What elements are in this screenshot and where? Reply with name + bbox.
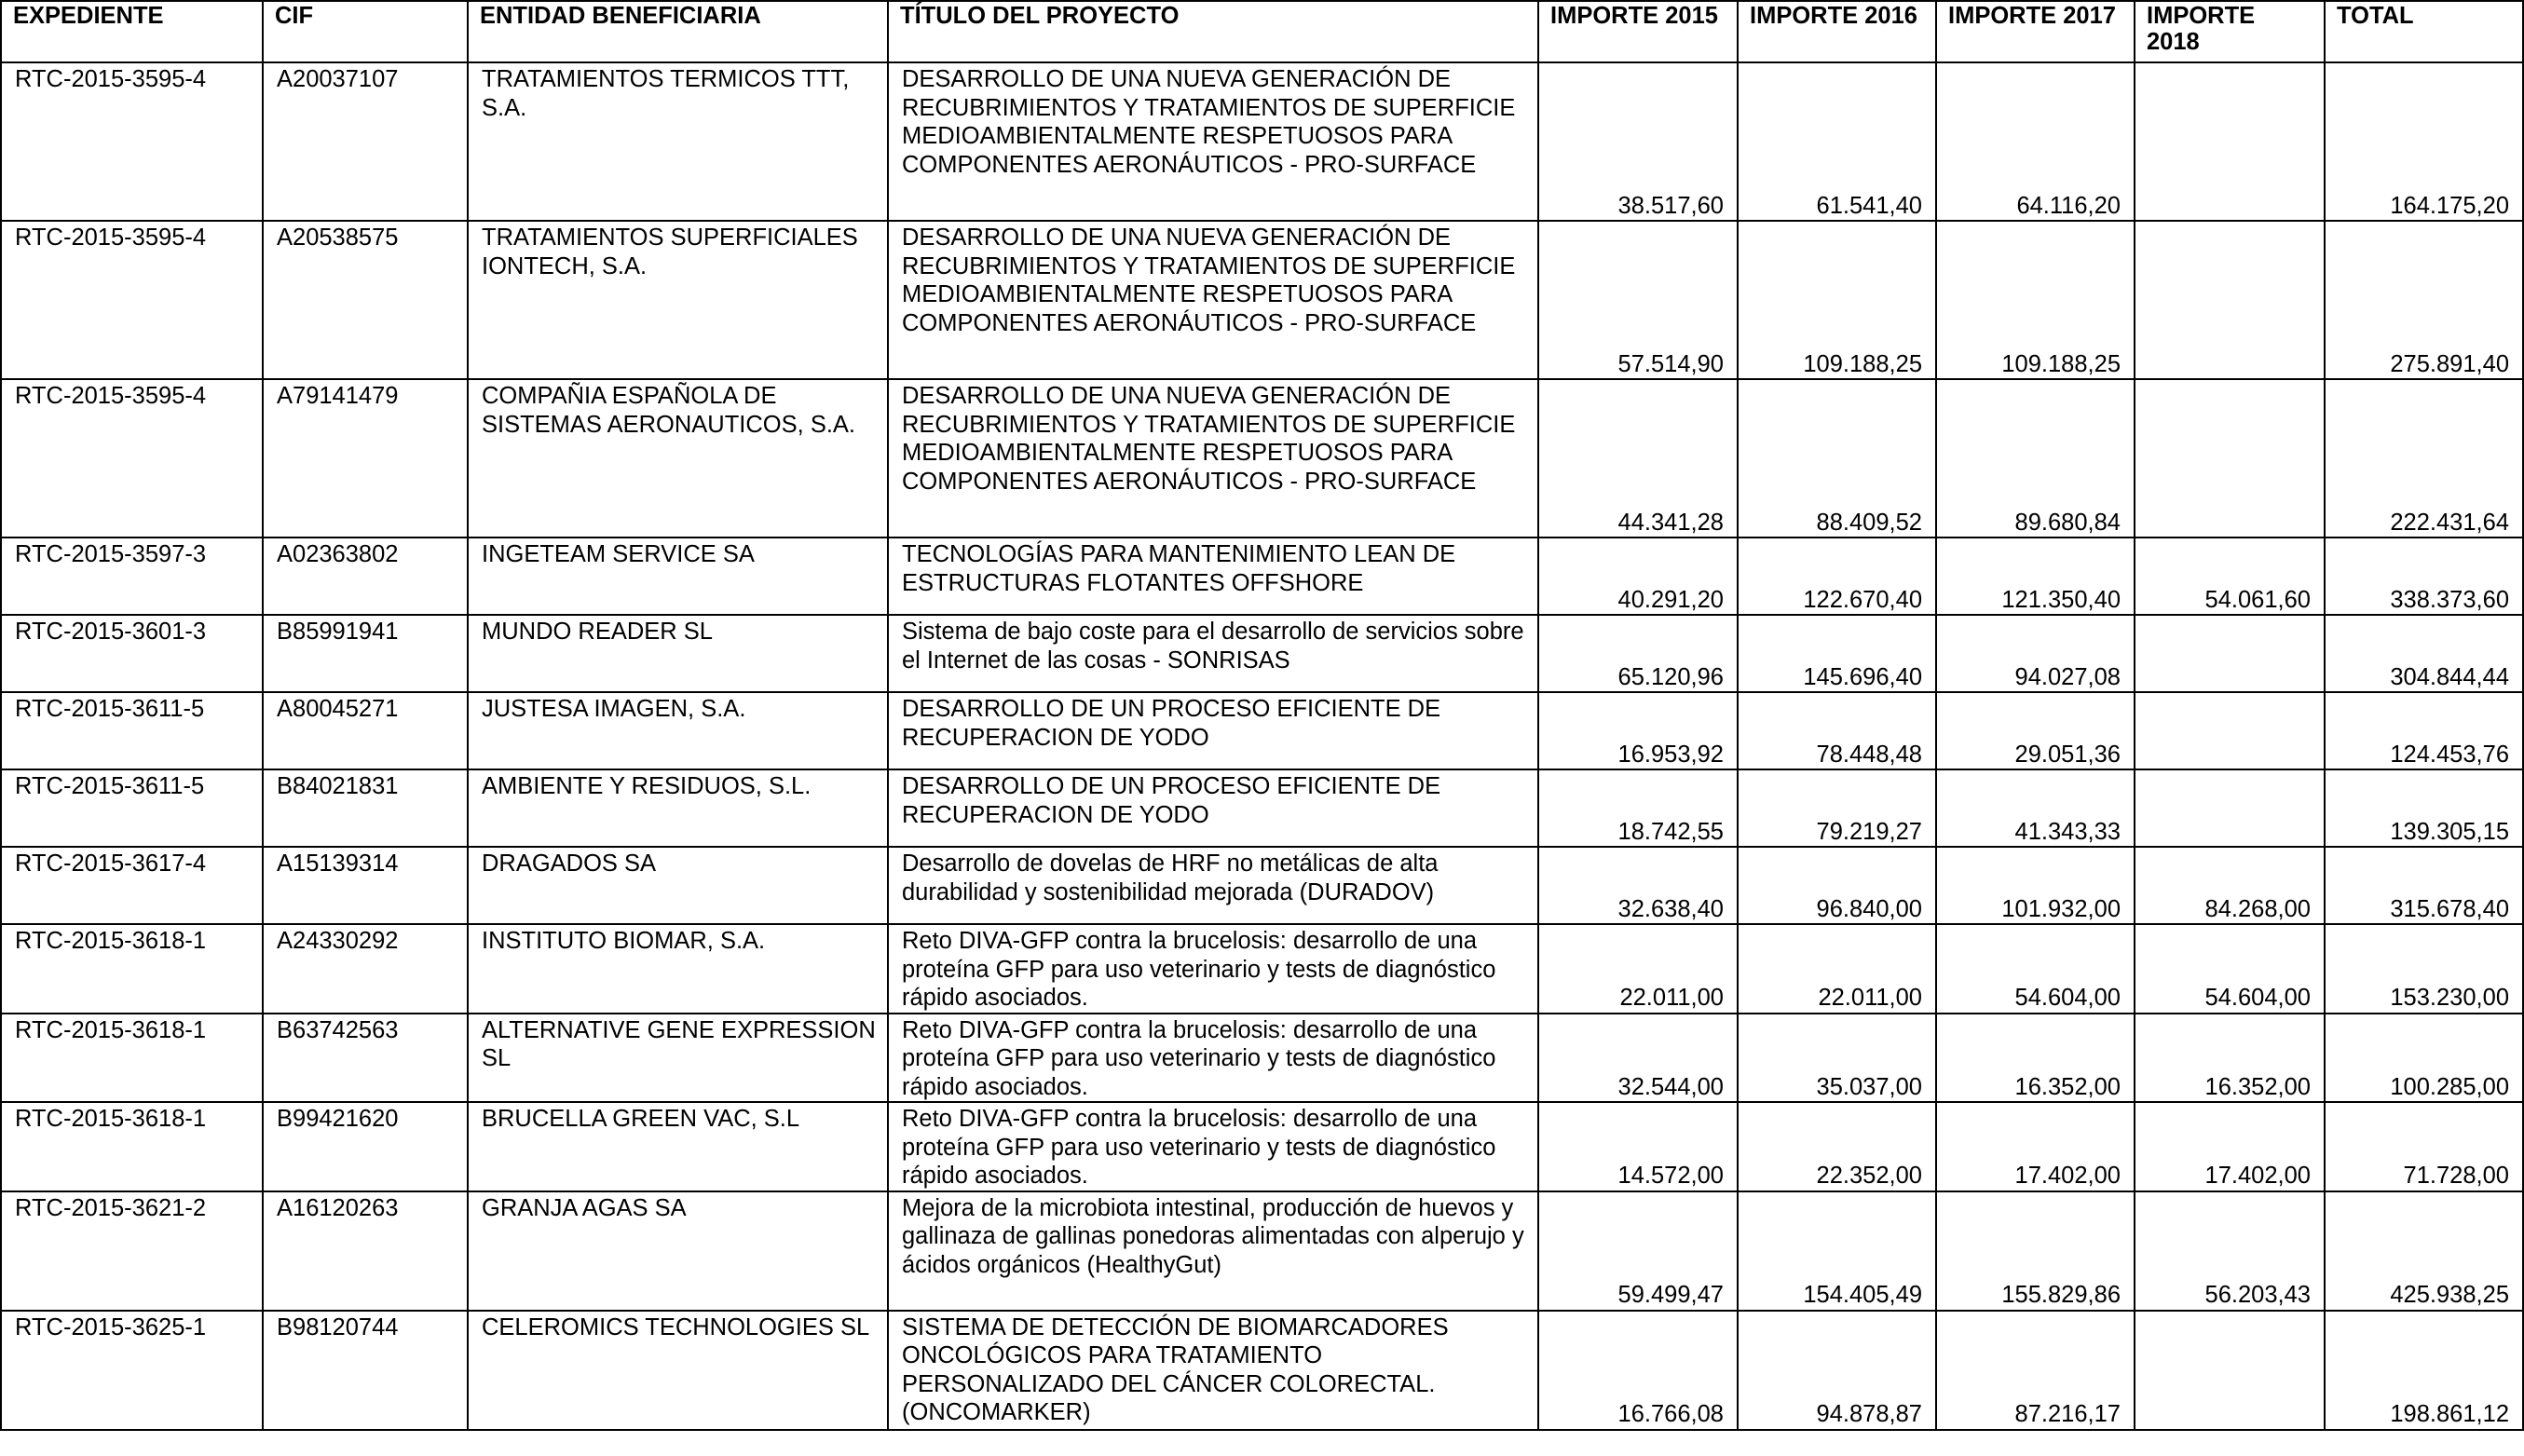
cell-importe-2016: 78.448,48 bbox=[1738, 692, 1936, 769]
cell-entidad: JUSTESA IMAGEN, S.A. bbox=[468, 692, 888, 769]
cell-importe-2017: 87.216,17 bbox=[1936, 1311, 2135, 1430]
table-row bbox=[1, 924, 2523, 1014]
table-row bbox=[1, 692, 2523, 769]
cell-total: 153.230,00 bbox=[2325, 924, 2523, 1014]
cell-total: 275.891,40 bbox=[2325, 221, 2523, 379]
cell-importe-2016: 88.409,52 bbox=[1738, 379, 1936, 537]
cell-titulo: DESARROLLO DE UNA NUEVA GENERACIÓN DE RECUBRIMIENTOS Y TRATAMIENTOS DE SUPERFICIE MEDIOAMBIENTALMENTE RESPETUOSOS PARA COMPONENTES AERONÁUTICOS - PRO-SURFACE bbox=[888, 221, 1538, 379]
cell-cif: A15139314 bbox=[263, 847, 468, 924]
cell-expediente: RTC-2015-3618-1 bbox=[1, 1102, 263, 1191]
cell-importe-2017: 94.027,08 bbox=[1936, 615, 2135, 692]
cell-expediente: RTC-2015-3595-4 bbox=[1, 221, 263, 379]
cell-importe-2015: 57.514,90 bbox=[1538, 221, 1738, 379]
cell-total: 338.373,60 bbox=[2325, 537, 2523, 615]
cell-importe-2017: 16.352,00 bbox=[1936, 1014, 2135, 1103]
cell-expediente: RTC-2015-3617-4 bbox=[1, 847, 263, 924]
cell-cif: B98120744 bbox=[263, 1311, 468, 1430]
cell-titulo: DESARROLLO DE UN PROCESO EFICIENTE DE RECUPERACION DE YODO bbox=[888, 692, 1538, 769]
table-row bbox=[1, 615, 2523, 692]
header-importe-2017: IMPORTE 2017 bbox=[1936, 1, 2135, 62]
cell-importe-2015: 18.742,55 bbox=[1538, 769, 1738, 847]
cell-titulo: DESARROLLO DE UN PROCESO EFICIENTE DE RECUPERACION DE YODO bbox=[888, 769, 1538, 847]
cell-importe-2016: 96.840,00 bbox=[1738, 847, 1936, 924]
cell-importe-2017: 101.932,00 bbox=[1936, 847, 2135, 924]
cell-titulo: SISTEMA DE DETECCIÓN DE BIOMARCADORES ONCOLÓGICOS PARA TRATAMIENTO PERSONALIZADO DEL CÁNCER COLORECTAL. (ONCOMARKER) bbox=[888, 1311, 1538, 1430]
cell-expediente: RTC-2015-3621-2 bbox=[1, 1191, 263, 1311]
table-row bbox=[1, 221, 2523, 379]
cell-cif: A20538575 bbox=[263, 221, 468, 379]
cell-total: 198.861,12 bbox=[2325, 1311, 2523, 1430]
cell-importe-2018: 54.061,60 bbox=[2135, 537, 2325, 615]
cell-importe-2018 bbox=[2135, 615, 2325, 692]
table-row bbox=[1, 62, 2523, 221]
table-row bbox=[1, 769, 2523, 847]
cell-total: 71.728,00 bbox=[2325, 1102, 2523, 1191]
cell-entidad: AMBIENTE Y RESIDUOS, S.L. bbox=[468, 769, 888, 847]
cell-expediente: RTC-2015-3597-3 bbox=[1, 537, 263, 615]
cell-expediente: RTC-2015-3618-1 bbox=[1, 1014, 263, 1103]
cell-importe-2016: 35.037,00 bbox=[1738, 1014, 1936, 1103]
cell-importe-2017: 54.604,00 bbox=[1936, 924, 2135, 1014]
cell-importe-2015: 14.572,00 bbox=[1538, 1102, 1738, 1191]
cell-entidad: MUNDO READER SL bbox=[468, 615, 888, 692]
cell-cif: A02363802 bbox=[263, 537, 468, 615]
cell-titulo: DESARROLLO DE UNA NUEVA GENERACIÓN DE RECUBRIMIENTOS Y TRATAMIENTOS DE SUPERFICIE MEDIOAMBIENTALMENTE RESPETUOSOS PARA COMPONENTES AERONÁUTICOS - PRO-SURFACE bbox=[888, 379, 1538, 537]
cell-importe-2016: 145.696,40 bbox=[1738, 615, 1936, 692]
cell-total: 124.453,76 bbox=[2325, 692, 2523, 769]
cell-importe-2016: 79.219,27 bbox=[1738, 769, 1936, 847]
cell-cif: B85991941 bbox=[263, 615, 468, 692]
cell-titulo: Mejora de la microbiota intestinal, producción de huevos y gallinaza de gallinas ponedoras alimentadas con alperujo y ácidos orgánicos (HealthyGut) bbox=[888, 1191, 1538, 1311]
cell-expediente: RTC-2015-3625-1 bbox=[1, 1311, 263, 1430]
cell-expediente: RTC-2015-3611-5 bbox=[1, 692, 263, 769]
cell-entidad: TRATAMIENTOS SUPERFICIALES IONTECH, S.A. bbox=[468, 221, 888, 379]
header-importe-2018: IMPORTE 2018 bbox=[2135, 1, 2325, 62]
header-entidad: ENTIDAD BENEFICIARIA bbox=[468, 1, 888, 62]
cell-importe-2015: 22.011,00 bbox=[1538, 924, 1738, 1014]
cell-importe-2017: 41.343,33 bbox=[1936, 769, 2135, 847]
cell-importe-2015: 16.953,92 bbox=[1538, 692, 1738, 769]
table-row bbox=[1, 1311, 2523, 1430]
cell-cif: B84021831 bbox=[263, 769, 468, 847]
cell-entidad: ALTERNATIVE GENE EXPRESSION SL bbox=[468, 1014, 888, 1103]
table-header bbox=[1, 1, 2523, 62]
cell-entidad: DRAGADOS SA bbox=[468, 847, 888, 924]
cell-cif: B99421620 bbox=[263, 1102, 468, 1191]
cell-importe-2015: 44.341,28 bbox=[1538, 379, 1738, 537]
cell-titulo: Reto DIVA-GFP contra la brucelosis: desarrollo de una proteína GFP para uso veterinario y tests de diagnóstico rápido asociados. bbox=[888, 1102, 1538, 1191]
cell-expediente: RTC-2015-3618-1 bbox=[1, 924, 263, 1014]
cell-entidad: TRATAMIENTOS TERMICOS TTT, S.A. bbox=[468, 62, 888, 221]
cell-importe-2016: 22.352,00 bbox=[1738, 1102, 1936, 1191]
cell-entidad: INSTITUTO BIOMAR, S.A. bbox=[468, 924, 888, 1014]
cell-importe-2016: 109.188,25 bbox=[1738, 221, 1936, 379]
cell-importe-2015: 38.517,60 bbox=[1538, 62, 1738, 221]
cell-entidad: INGETEAM SERVICE SA bbox=[468, 537, 888, 615]
header-cif: CIF bbox=[263, 1, 468, 62]
cell-titulo: Reto DIVA-GFP contra la brucelosis: desarrollo de una proteína GFP para uso veterinario y tests de diagnóstico rápido asociados. bbox=[888, 1014, 1538, 1103]
table-body bbox=[1, 62, 2523, 1430]
cell-importe-2016: 154.405,49 bbox=[1738, 1191, 1936, 1311]
cell-importe-2017: 64.116,20 bbox=[1936, 62, 2135, 221]
cell-titulo: Desarrollo de dovelas de HRF no metálicas de alta durabilidad y sostenibilidad mejorada (DURADOV) bbox=[888, 847, 1538, 924]
cell-titulo: Reto DIVA-GFP contra la brucelosis: desarrollo de una proteína GFP para uso veterinario y tests de diagnóstico rápido asociados. bbox=[888, 924, 1538, 1014]
header-row bbox=[1, 1, 2523, 62]
cell-entidad: COMPAÑIA ESPAÑOLA DE SISTEMAS AERONAUTICOS, S.A. bbox=[468, 379, 888, 537]
cell-entidad: GRANJA AGAS SA bbox=[468, 1191, 888, 1311]
cell-importe-2017: 109.188,25 bbox=[1936, 221, 2135, 379]
cell-total: 315.678,40 bbox=[2325, 847, 2523, 924]
cell-importe-2015: 32.638,40 bbox=[1538, 847, 1738, 924]
table-row bbox=[1, 537, 2523, 615]
cell-importe-2016: 94.878,87 bbox=[1738, 1311, 1936, 1430]
cell-titulo: TECNOLOGÍAS PARA MANTENIMIENTO LEAN DE ESTRUCTURAS FLOTANTES OFFSHORE bbox=[888, 537, 1538, 615]
table-row bbox=[1, 1191, 2523, 1311]
header-titulo: TÍTULO DEL PROYECTO bbox=[888, 1, 1538, 62]
cell-cif: A24330292 bbox=[263, 924, 468, 1014]
cell-importe-2018 bbox=[2135, 769, 2325, 847]
cell-cif: A79141479 bbox=[263, 379, 468, 537]
cell-cif: A80045271 bbox=[263, 692, 468, 769]
cell-importe-2018: 16.352,00 bbox=[2135, 1014, 2325, 1103]
cell-titulo: DESARROLLO DE UNA NUEVA GENERACIÓN DE RECUBRIMIENTOS Y TRATAMIENTOS DE SUPERFICIE MEDIOAMBIENTALMENTE RESPETUOSOS PARA COMPONENTES AERONÁUTICOS - PRO-SURFACE bbox=[888, 62, 1538, 221]
cell-importe-2018 bbox=[2135, 221, 2325, 379]
cell-importe-2017: 89.680,84 bbox=[1936, 379, 2135, 537]
cell-importe-2018 bbox=[2135, 62, 2325, 221]
cell-importe-2018: 84.268,00 bbox=[2135, 847, 2325, 924]
cell-entidad: BRUCELLA GREEN VAC, S.L bbox=[468, 1102, 888, 1191]
cell-importe-2016: 61.541,40 bbox=[1738, 62, 1936, 221]
header-total: TOTAL bbox=[2325, 1, 2523, 62]
cell-total: 304.844,44 bbox=[2325, 615, 2523, 692]
cell-total: 164.175,20 bbox=[2325, 62, 2523, 221]
cell-importe-2017: 121.350,40 bbox=[1936, 537, 2135, 615]
cell-importe-2018 bbox=[2135, 379, 2325, 537]
cell-expediente: RTC-2015-3595-4 bbox=[1, 379, 263, 537]
cell-importe-2018: 17.402,00 bbox=[2135, 1102, 2325, 1191]
table-row bbox=[1, 379, 2523, 537]
cell-titulo: Sistema de bajo coste para el desarrollo de servicios sobre el Internet de las cosas - SONRISAS bbox=[888, 615, 1538, 692]
cell-cif: A20037107 bbox=[263, 62, 468, 221]
cell-importe-2015: 40.291,20 bbox=[1538, 537, 1738, 615]
cell-importe-2018 bbox=[2135, 692, 2325, 769]
header-importe-2016: IMPORTE 2016 bbox=[1738, 1, 1936, 62]
cell-expediente: RTC-2015-3595-4 bbox=[1, 62, 263, 221]
table-row bbox=[1, 1014, 2523, 1103]
cell-importe-2017: 155.829,86 bbox=[1936, 1191, 2135, 1311]
cell-cif: A16120263 bbox=[263, 1191, 468, 1311]
cell-importe-2016: 22.011,00 bbox=[1738, 924, 1936, 1014]
header-importe-2015: IMPORTE 2015 bbox=[1538, 1, 1738, 62]
cell-importe-2017: 17.402,00 bbox=[1936, 1102, 2135, 1191]
cell-importe-2016: 122.670,40 bbox=[1738, 537, 1936, 615]
table-row bbox=[1, 847, 2523, 924]
cell-total: 222.431,64 bbox=[2325, 379, 2523, 537]
cell-total: 100.285,00 bbox=[2325, 1014, 2523, 1103]
cell-importe-2015: 65.120,96 bbox=[1538, 615, 1738, 692]
cell-importe-2015: 32.544,00 bbox=[1538, 1014, 1738, 1103]
header-expediente: EXPEDIENTE bbox=[1, 1, 263, 62]
cell-expediente: RTC-2015-3611-5 bbox=[1, 769, 263, 847]
cell-cif: B63742563 bbox=[263, 1014, 468, 1103]
cell-importe-2018 bbox=[2135, 1311, 2325, 1430]
cell-total: 139.305,15 bbox=[2325, 769, 2523, 847]
cell-importe-2018: 56.203,43 bbox=[2135, 1191, 2325, 1311]
cell-importe-2015: 59.499,47 bbox=[1538, 1191, 1738, 1311]
table-row bbox=[1, 1102, 2523, 1191]
cell-entidad: CELEROMICS TECHNOLOGIES SL bbox=[468, 1311, 888, 1430]
cell-importe-2017: 29.051,36 bbox=[1936, 692, 2135, 769]
cell-total: 425.938,25 bbox=[2325, 1191, 2523, 1311]
cell-expediente: RTC-2015-3601-3 bbox=[1, 615, 263, 692]
cell-importe-2018: 54.604,00 bbox=[2135, 924, 2325, 1014]
cell-importe-2015: 16.766,08 bbox=[1538, 1311, 1738, 1430]
